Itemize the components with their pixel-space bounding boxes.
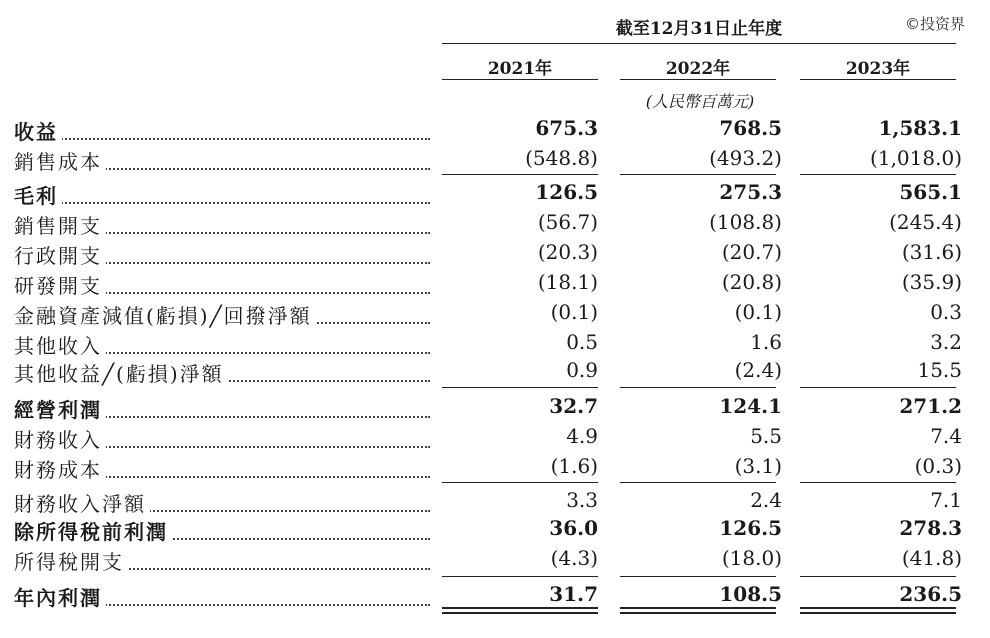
row-label <box>14 116 430 145</box>
value-cell: 675.3 <box>535 116 598 140</box>
subtotal-rule <box>620 482 776 483</box>
row-label <box>14 582 430 611</box>
value-cell: 32.7 <box>549 394 598 418</box>
row-label <box>14 180 430 209</box>
row-label <box>14 358 430 387</box>
row-label <box>14 424 430 453</box>
row-label-text: 金融資產減值(虧損)╱回撥淨額 <box>14 304 316 328</box>
value-cell: (20.3) <box>537 240 598 264</box>
row-label-text: 研發開支 <box>14 274 106 298</box>
row-label-text: 行政開支 <box>14 244 106 268</box>
value-cell: 278.3 <box>899 516 962 540</box>
value-cell: 236.5 <box>899 582 962 606</box>
period-header-rule <box>442 43 956 44</box>
value-cell: 275.3 <box>719 180 782 204</box>
value-cell: (18.0) <box>721 546 782 570</box>
value-cell: 108.5 <box>719 582 782 606</box>
value-cell: (548.8) <box>525 146 598 170</box>
value-cell: (4.3) <box>550 546 598 570</box>
value-cell: 565.1 <box>899 180 962 204</box>
row-label <box>14 394 430 423</box>
row-label-text: 其他收入 <box>14 334 106 358</box>
year-header-2023: 2023年 <box>845 59 911 79</box>
value-cell: 0.5 <box>566 330 598 354</box>
value-cell: 1.6 <box>750 330 782 354</box>
value-cell: (20.7) <box>721 240 782 264</box>
value-cell: 7.1 <box>930 488 962 512</box>
subtotal-rule <box>800 174 956 175</box>
value-cell: (493.2) <box>709 146 782 170</box>
value-cell: (41.8) <box>901 546 962 570</box>
subtotal-rule <box>620 576 776 577</box>
value-cell: (1,018.0) <box>870 146 962 170</box>
value-cell: 7.4 <box>930 424 962 448</box>
row-label-text: 銷售開支 <box>14 214 106 238</box>
subtotal-rule <box>442 174 598 175</box>
row-label <box>14 146 430 175</box>
value-cell: 271.2 <box>899 394 962 418</box>
row-label-text: 財務收入淨額 <box>14 492 150 516</box>
row-label <box>14 516 430 545</box>
value-cell: (0.1) <box>550 300 598 324</box>
subtotal-rule <box>620 174 776 175</box>
value-cell: 126.5 <box>719 516 782 540</box>
row-label-text: 經營利潤 <box>14 398 106 422</box>
year-header-2022: 2022年 <box>665 59 731 79</box>
subtotal-rule <box>800 576 956 577</box>
row-label <box>14 330 430 359</box>
row-label-text: 所得稅開支 <box>14 550 128 574</box>
year-header-rule-2023 <box>800 79 956 80</box>
value-cell: (3.1) <box>734 454 782 478</box>
value-cell: 0.9 <box>566 358 598 382</box>
row-label <box>14 454 430 483</box>
value-cell: (0.3) <box>914 454 962 478</box>
value-cell: (108.8) <box>709 210 782 234</box>
year-header-2021: 2021年 <box>487 59 553 79</box>
value-cell: (1.6) <box>550 454 598 478</box>
value-cell: 768.5 <box>719 116 782 140</box>
subtotal-rule <box>442 482 598 483</box>
subtotal-rule <box>442 387 598 388</box>
row-label <box>14 270 430 299</box>
value-cell: 3.2 <box>930 330 962 354</box>
value-cell: 31.7 <box>549 582 598 606</box>
total-double-rule <box>800 607 956 609</box>
value-cell: 5.5 <box>750 424 782 448</box>
value-cell: 15.5 <box>917 358 962 382</box>
row-label <box>14 210 430 239</box>
value-cell: (35.9) <box>901 270 962 294</box>
row-label-text: 年內利潤 <box>14 586 106 610</box>
row-label-text: 毛利 <box>14 184 62 208</box>
value-cell: (31.6) <box>901 240 962 264</box>
value-cell: 4.9 <box>566 424 598 448</box>
watermark-logo: ©投资界 <box>905 15 966 33</box>
row-label <box>14 546 430 575</box>
row-label-text: 財務成本 <box>14 458 106 482</box>
subtotal-rule <box>620 387 776 388</box>
value-cell: 2.4 <box>750 488 782 512</box>
period-header: 截至12月31日止年度 <box>615 19 783 39</box>
value-cell: (2.4) <box>734 358 782 382</box>
subtotal-rule <box>800 482 956 483</box>
total-double-rule <box>442 612 598 614</box>
value-cell: 1,583.1 <box>878 116 962 140</box>
value-cell: 126.5 <box>535 180 598 204</box>
total-double-rule <box>620 607 776 609</box>
year-header-rule-2022 <box>620 79 776 80</box>
total-double-rule <box>620 612 776 614</box>
total-double-rule <box>800 612 956 614</box>
row-label-text: 收益 <box>14 120 62 144</box>
row-label-text: 財務收入 <box>14 428 106 452</box>
row-label-text: 除所得稅前利潤 <box>14 520 172 544</box>
value-cell: 124.1 <box>719 394 782 418</box>
row-label <box>14 240 430 269</box>
row-label-text: 銷售成本 <box>14 150 106 174</box>
value-cell: 0.3 <box>930 300 962 324</box>
value-cell: (0.1) <box>734 300 782 324</box>
subtotal-rule <box>442 576 598 577</box>
row-label <box>14 300 430 329</box>
value-cell: 3.3 <box>566 488 598 512</box>
value-cell: (56.7) <box>537 210 598 234</box>
row-label <box>14 488 430 517</box>
value-cell: (18.1) <box>537 270 598 294</box>
row-label-text: 其他收益╱(虧損)淨額 <box>14 362 228 386</box>
total-double-rule <box>442 607 598 609</box>
leader-dots <box>14 138 430 140</box>
currency-unit-label: (人民幣百萬元) <box>645 92 755 111</box>
subtotal-rule <box>800 387 956 388</box>
value-cell: 36.0 <box>549 516 598 540</box>
value-cell: (245.4) <box>889 210 962 234</box>
value-cell: (20.8) <box>721 270 782 294</box>
leader-dots <box>14 202 430 204</box>
year-header-rule-2021 <box>442 79 598 80</box>
